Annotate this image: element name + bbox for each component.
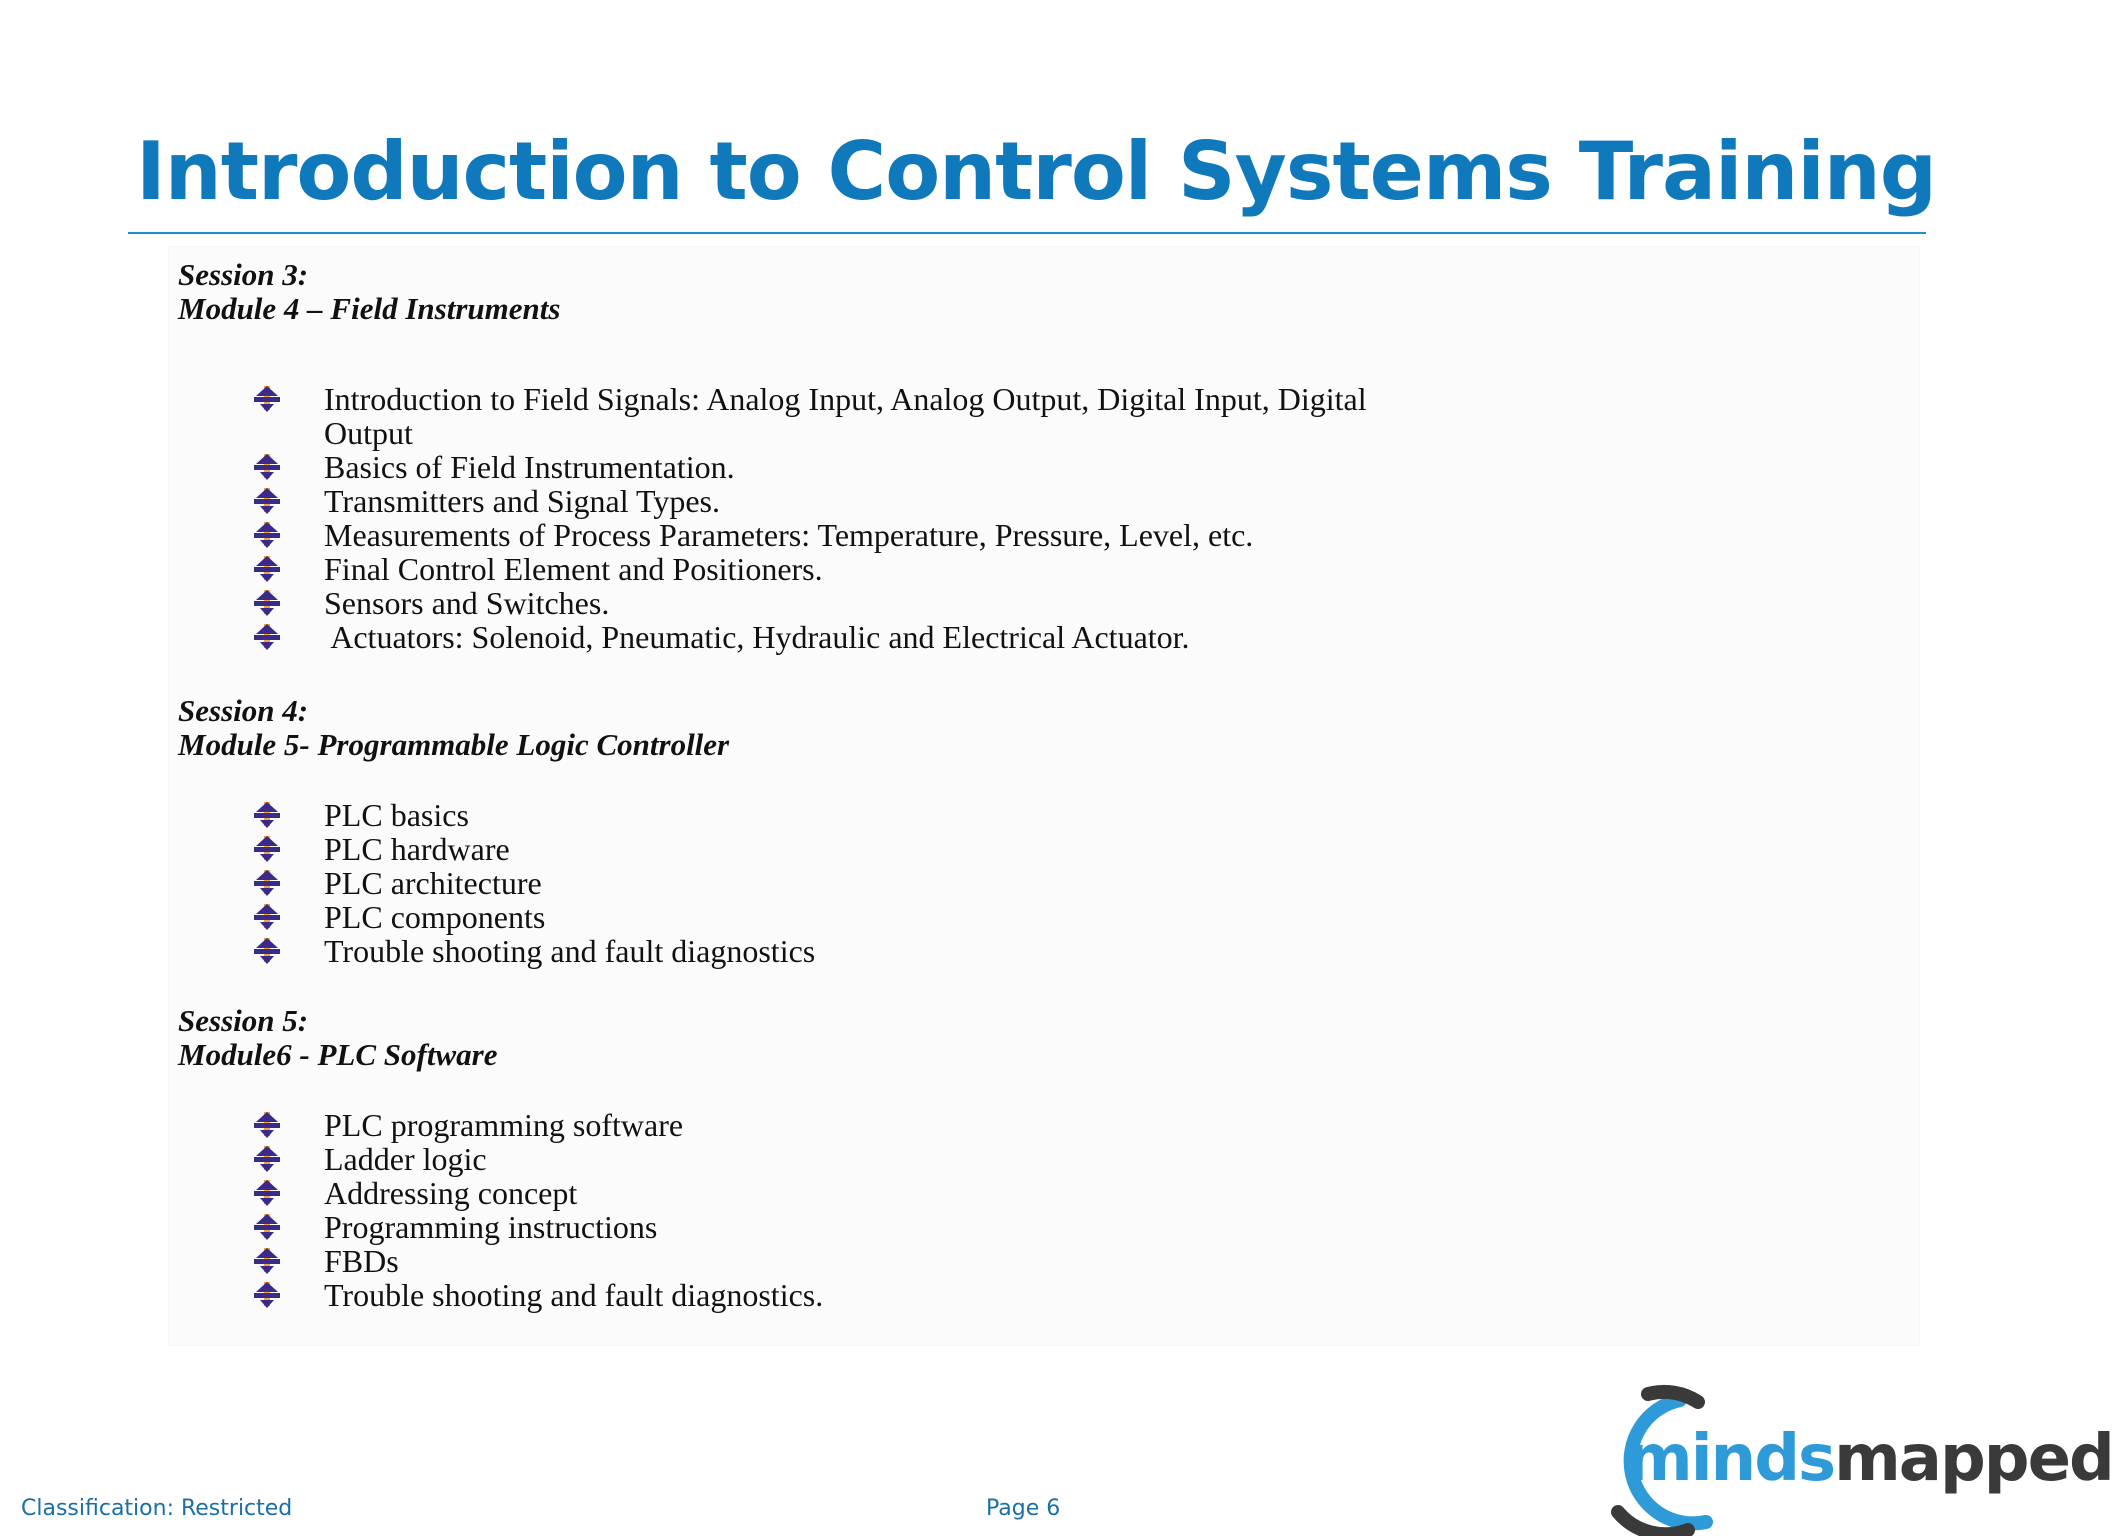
module-4-topic-list — [178, 382, 1367, 654]
course-outline — [178, 258, 1367, 1312]
list-item-text: Addressing concept — [324, 1175, 578, 1211]
session-3-block — [178, 258, 1367, 654]
list-item — [178, 586, 1367, 620]
arrow-bullet-icon — [250, 450, 286, 484]
logo-wordmark: mindsmapped — [1626, 1422, 2113, 1496]
session-5-block — [178, 1004, 1367, 1312]
list-item — [178, 1278, 1367, 1312]
module-6-topic-list — [178, 1108, 1367, 1312]
list-item — [178, 832, 1367, 866]
arrow-bullet-icon — [250, 1142, 286, 1176]
arrow-bullet-icon — [250, 484, 286, 518]
list-item — [178, 552, 1367, 586]
list-item-text: PLC architecture — [324, 865, 542, 901]
list-item-text: Output — [324, 415, 413, 451]
arrow-bullet-icon — [250, 832, 286, 866]
title-divider — [128, 232, 1926, 234]
arrow-bullet-icon — [250, 382, 286, 416]
list-item-text: Sensors and Switches. — [324, 585, 610, 621]
module-5-label: Module 5- Programmable Logic Controller — [178, 727, 730, 762]
list-item-text: PLC hardware — [324, 831, 510, 867]
list-item-text: Trouble shooting and fault diagnostics — [324, 933, 816, 969]
arrow-bullet-icon — [250, 866, 286, 900]
arrow-bullet-icon — [250, 1176, 286, 1210]
session-4-block — [178, 694, 1367, 968]
list-item — [178, 518, 1367, 552]
list-item-text: Introduction to Field Signals: Analog Input, Analog Output, Digital Input, Digital — [324, 381, 1367, 417]
list-item — [178, 798, 1367, 832]
list-item — [178, 1210, 1367, 1244]
list-item-text: PLC components — [324, 899, 546, 935]
module-6-label: Module6 - PLC Software — [178, 1037, 498, 1072]
list-item-text: Actuators: Solenoid, Pneumatic, Hydraulic and Electrical Actuator. — [324, 619, 1190, 655]
list-item-text: PLC basics — [324, 797, 469, 833]
classification-label: Classification: Restricted — [21, 1496, 293, 1521]
list-item-text: FBDs — [324, 1243, 399, 1279]
list-item-text: Trouble shooting and fault diagnostics. — [324, 1277, 824, 1313]
list-item-text: Basics of Field Instrumentation. — [324, 449, 735, 485]
arrow-bullet-icon — [250, 798, 286, 832]
list-item-continuation — [178, 416, 1367, 450]
slide-title: Introduction to Control Systems Training — [136, 125, 1936, 218]
list-item — [178, 450, 1367, 484]
session-4-label: Session 4: — [178, 693, 309, 728]
arrow-bullet-icon — [250, 1108, 286, 1142]
arrow-bullet-icon — [250, 1210, 286, 1244]
arrow-bullet-icon — [250, 900, 286, 934]
list-item-text: Transmitters and Signal Types. — [324, 483, 720, 519]
list-item — [178, 620, 1367, 654]
list-item — [178, 866, 1367, 900]
page-number: Page 6 — [986, 1496, 1061, 1521]
list-item-text: Ladder logic — [324, 1141, 487, 1177]
list-item — [178, 484, 1367, 518]
list-item — [178, 1244, 1367, 1278]
list-item — [178, 1176, 1367, 1210]
arrow-bullet-icon — [250, 620, 286, 654]
list-item — [178, 934, 1367, 968]
arrow-bullet-icon — [250, 518, 286, 552]
arrow-bullet-icon — [250, 1278, 286, 1312]
list-item — [178, 382, 1367, 416]
list-item-text: Programming instructions — [324, 1209, 658, 1245]
list-item — [178, 1108, 1367, 1142]
module-4-label: Module 4 – Field Instruments — [178, 291, 561, 326]
arrow-bullet-icon — [250, 1244, 286, 1278]
session-3-label: Session 3: — [178, 257, 309, 292]
arrow-bullet-icon — [250, 586, 286, 620]
list-item-text: PLC programming software — [324, 1107, 684, 1143]
arrow-bullet-icon — [250, 552, 286, 586]
list-item-text: Measurements of Process Parameters: Temperature, Pressure, Level, etc. — [324, 517, 1254, 553]
list-item — [178, 1142, 1367, 1176]
module-5-topic-list — [178, 798, 1367, 968]
session-5-label: Session 5: — [178, 1003, 309, 1038]
arrow-bullet-icon — [250, 934, 286, 968]
mindsmapped-logo — [1588, 1382, 2113, 1536]
list-item-text: Final Control Element and Positioners. — [324, 551, 823, 587]
list-item — [178, 900, 1367, 934]
